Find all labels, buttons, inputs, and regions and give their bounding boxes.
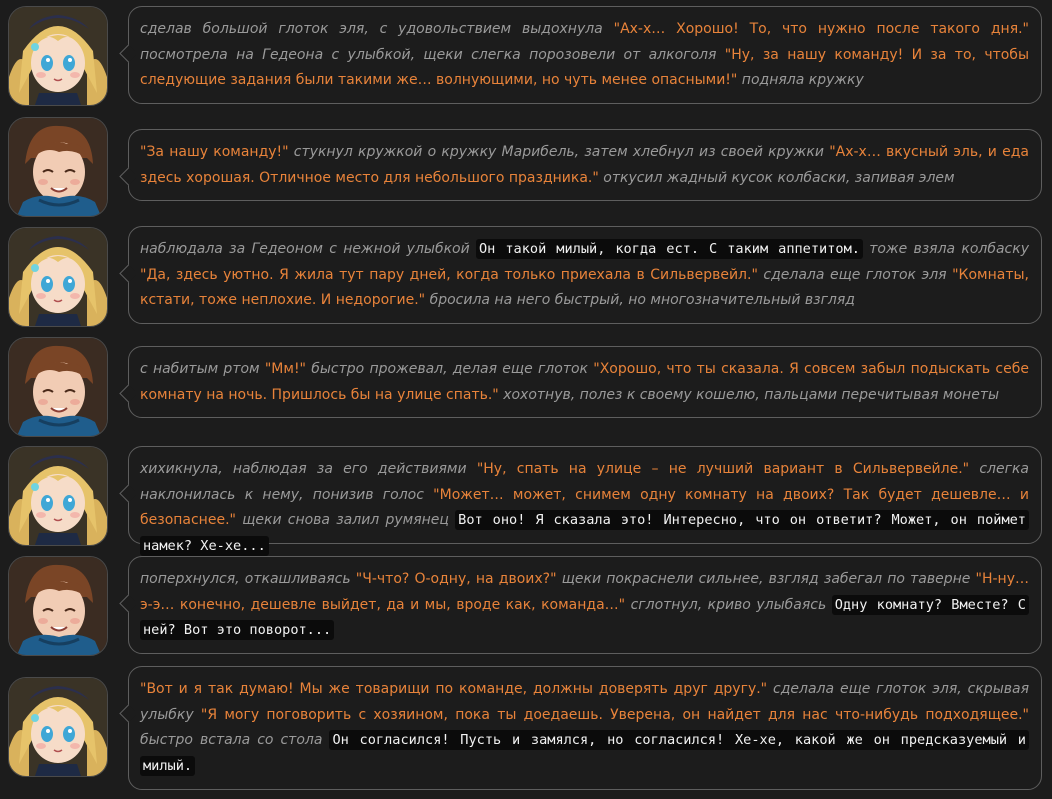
thought-text: Вот оно! Я сказала это! Интересно, что он ответит? Может, он поймет намек? Хе-хе... [140, 510, 1029, 556]
action-text: откусил жадный кусок колбаски, запивая элем [598, 169, 955, 186]
speech-text: "Ну, спать на улице – не лучший вариант в Сильвервейле." [476, 461, 970, 477]
action-text: поперхнулся, откашливаясь [140, 571, 356, 587]
action-text: стукнул кружкой о кружку Марибель, затем хлебнул из своей кружки [288, 144, 830, 160]
message-bubble [128, 6, 1042, 104]
gedeon-avatar-icon[interactable] [8, 117, 108, 217]
gedeon-avatar-icon[interactable] [8, 556, 108, 656]
action-text: тоже взяла колбаску [862, 241, 1029, 257]
action-text: с набитым ртом [140, 361, 265, 377]
speech-text: "Ч-что? О-одну, на двоих?" [355, 571, 557, 587]
message-bubble [128, 226, 1042, 324]
action-text: сглотнул, криво улыбаясь [625, 596, 832, 613]
maribel-avatar-icon[interactable] [8, 227, 108, 327]
message-bubble [128, 346, 1042, 418]
action-text: быстро встала со стола [140, 732, 330, 748]
maribel-avatar-icon[interactable] [8, 6, 108, 106]
action-text: щеки снова залил румянец [235, 512, 456, 528]
action-text: сделав большой глоток эля, с удовольствием выдохнула [140, 21, 614, 37]
gedeon-avatar-icon[interactable] [8, 337, 108, 437]
action-text: слегка наклонилась к нему, понизив голос [140, 461, 1029, 503]
speech-text: "Может… может, снимем одну комнату на двоих? Так будет дешевле… и безопаснее." [140, 486, 1029, 528]
message-bubble [128, 666, 1042, 790]
action-text: посмотрела на Гедеона с улыбкой, щеки слегка порозовели от алкоголя [140, 46, 725, 63]
speech-text: "Ах-х… вкусный эль, и еда здесь хорошая. Отличное место для небольшого праздника." [140, 144, 1029, 186]
speech-text: "Ну, за нашу команду! И за то, чтобы следующие задания были такими же… волнующими, но чуть менее опасными!" [140, 46, 1029, 88]
action-text: щеки покраснели сильнее, взгляд забегал по таверне [556, 571, 976, 587]
action-text: наблюдала за Гедеоном с нежной улыбкой [140, 241, 476, 257]
action-text: сделала еще глоток эля, скрывая улыбку [140, 681, 1029, 723]
speech-text: "Комнаты, кстати, тоже неплохие. И недорогие." [140, 266, 1029, 308]
message-bubble [128, 446, 1042, 554]
thought-text: Он согласился! Пусть и замялся, но согласился! Хе-хе, какой же он предсказуемый и милый. [140, 730, 1029, 776]
speech-text: "Ах-х… Хорошо! То, что нужно после такого дня." [613, 21, 1029, 37]
speech-text: "Вот и я так думаю! Мы же товарищи по команде, должны доверять друг другу." [140, 681, 768, 697]
maribel-avatar-icon[interactable] [8, 677, 108, 777]
maribel-avatar-icon[interactable] [8, 446, 108, 546]
speech-text: "Мм!" [264, 361, 306, 377]
action-text: хихикнула, наблюдая за его действиями [140, 461, 477, 477]
message-bubble [128, 129, 1042, 201]
speech-text: "Я могу поговорить с хозяином, пока ты доедаешь. Уверена, он найдет для нас что-нибудь подходящее." [200, 706, 1029, 723]
action-text: подняла кружку [737, 72, 864, 88]
speech-text: "Н-ну… э-э… конечно, дешевле выйдет, да и мы, вроде как, команда…" [140, 571, 1029, 613]
action-text: быстро прожевал, делая еще глоток [306, 361, 594, 377]
action-text: хохотнув, полез к своему кошелю, пальцами перечитывая монеты [498, 386, 1000, 403]
action-text: бросила на него быстрый, но многозначительный взгляд [425, 292, 855, 308]
thought-text: Он такой милый, когда ест. С таким аппетитом. [476, 239, 863, 259]
thought-text: Одну комнату? Вместе? С ней? Вот это поворот... [140, 595, 1029, 641]
speech-text: "Хорошо, что ты сказала. Я совсем забыл подыскать себе комнату на ночь. Пришлось бы на улице спать." [140, 361, 1029, 403]
speech-text: "Да, здесь уютно. Я жила тут пару дней, когда только приехала в Сильвервейл." [140, 266, 758, 283]
action-text: сделала еще глоток эля [757, 266, 953, 283]
message-bubble [128, 556, 1042, 654]
speech-text: "За нашу команду!" [140, 144, 289, 160]
